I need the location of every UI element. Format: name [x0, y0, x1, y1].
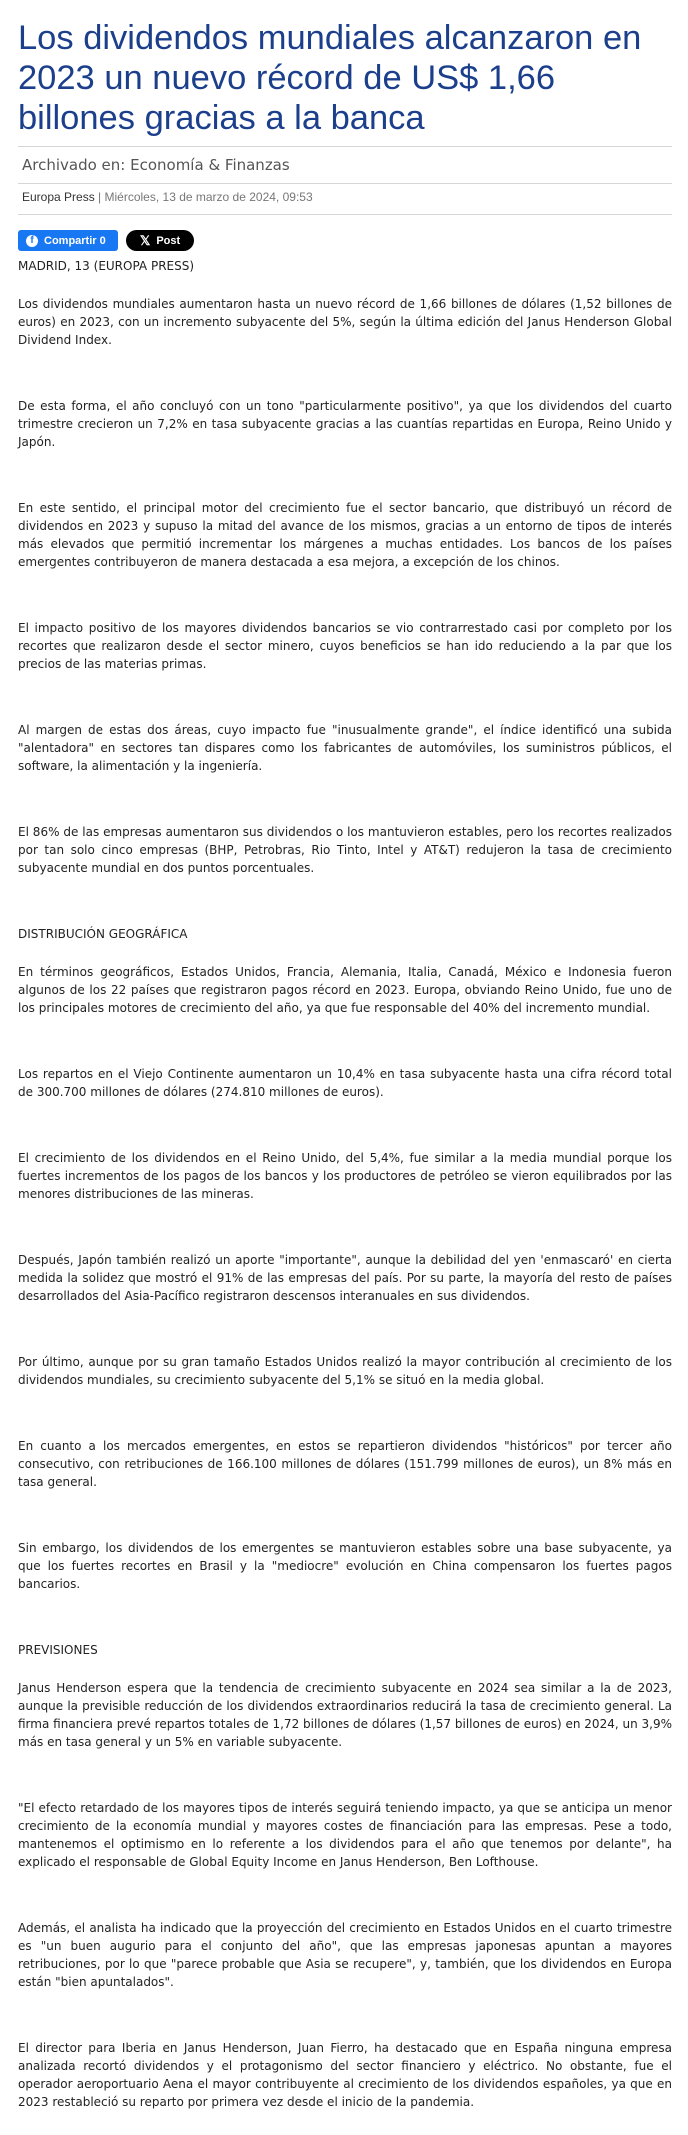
x-post-button[interactable]: [126, 230, 194, 251]
paragraph: Sin embargo, los dividendos de los emergentes se mantuvieron estables sobre una base subyacente, ya que los fuertes recortes en Brasil y la "mediocre" evolución en China compensaron los fuertes pagos bancarios.: [18, 1541, 672, 1591]
paragraph: Por último, aunque por su gran tamaño Estados Unidos realizó la mayor contribución al crecimiento de los dividendos mundiales, su crecimiento subyacente del 5,1% se situó en la media global.: [18, 1355, 672, 1387]
paragraph: "El efecto retardado de los mayores tipos de interés seguirá teniendo impacto, ya que se anticipa un menor crecimiento de la economía mundial y mayores costes de financiación para las empresas. Pese a todo, mantenemos el optimismo en lo referente a los dividendos para el año que tenemos por delante", ha explicado el responsable de Global Equity Income en Janus Henderson, Ben Lofthouse.: [18, 1801, 672, 1869]
byline-date: Miércoles, 13 de marzo de 2024, 09:53: [104, 190, 313, 204]
x-icon: 𝕏: [139, 232, 151, 248]
divider: [18, 214, 672, 215]
dateline: MADRID, 13 (EUROPA PRESS): [18, 259, 195, 273]
facebook-share-label: Compartir 0: [44, 234, 106, 247]
paragraph: El 86% de las empresas aumentaron sus dividendos o los mantuvieron estables, pero los recortes realizados por tan solo cinco empresas (BHP, Petrobras, Rio Tinto, Intel y AT&T) redujeron la tasa de crecimiento subyacente mundial en dos puntos porcentuales.: [18, 825, 672, 875]
section-heading-geo: DISTRIBUCIÓN GEOGRÁFICA: [18, 927, 188, 941]
paragraph: Janus Henderson espera que la tendencia de crecimiento subyacente en 2024 sea similar a la de 2023, aunque la previsible reducción de los dividendos extraordinarios reducirá la tasa de crecimiento general. La firma financiera prevé repartos totales de 1,72 billones de dólares (1,57 billones de euros) en 2024, un 3,9% más en tasa general y un 5% en variable subyacente.: [18, 1681, 672, 1749]
section-label[interactable]: Archivado en: Economía & Finanzas: [22, 156, 290, 174]
paragraph: Los repartos en el Viejo Continente aumentaron un 10,4% en tasa subyacente hasta una cifra récord total de 300.700 millones de dólares (274.810 millones de euros).: [18, 1067, 672, 1099]
paragraph: El impacto positivo de los mayores dividendos bancarios se vio contrarrestado casi por completo por los recortes que realizaron desde el sector minero, cuyos beneficios se han ido reduciendo a la par que los precios de las materias primas.: [18, 621, 672, 671]
paragraph: Al margen de estas dos áreas, cuyo impacto fue "inusualmente grande", el índice identificó una subida "alentadora" en sectores tan dispares como los fabricantes de automóviles, los suministros públicos, el software, la alimentación y la ingeniería.: [18, 723, 672, 773]
x-post-label: Post: [156, 234, 181, 247]
paragraph: El director para Iberia en Janus Henderson, Juan Fierro, ha destacado que en España ninguna empresa analizada recortó dividendos y el protagonismo del sector financiero y eléctrico. No obstante, fue el operador aeroportuario Aena el mayor contribuyente al crecimiento de los dividendos españoles, ya que en 2023 restableció su reparto por primera vez desde el inicio de la pandemia.: [18, 2041, 672, 2109]
facebook-icon: f: [26, 235, 38, 247]
section-bar: [18, 146, 672, 184]
paragraph: En términos geográficos, Estados Unidos, Francia, Alemania, Italia, Canadá, México e Indonesia fueron algunos de los 22 países que registraron pagos récord en 2023. Europa, obviando Reino Unido, fue uno de los principales motores de crecimiento del año, ya que fue responsable del 40% del incremento mundial.: [18, 965, 672, 1015]
byline: [22, 190, 313, 204]
facebook-share-button[interactable]: [18, 230, 118, 251]
paragraph: En cuanto a los mercados emergentes, en estos se repartieron dividendos "históricos" por tercer año consecutivo, con retribuciones de 166.100 millones de dólares (151.799 millones de euros), un 8% más en tasa general.: [18, 1439, 672, 1489]
byline-source: Europa Press: [22, 190, 95, 204]
paragraph: Los dividendos mundiales aumentaron hasta un nuevo récord de 1,66 billones de dólares (1,52 billones de euros) en 2023, con un incremento subyacente del 5%, según la última edición del Janus Henderson Global Dividend Index.: [18, 297, 672, 347]
article-body: [18, 257, 672, 2135]
article-title: Los dividendos mundiales alcanzaron en 2023 un nuevo récord de US$ 1,66 billones gracias a la banca: [18, 19, 642, 137]
paragraph: Después, Japón también realizó un aporte "importante", aunque la debilidad del yen 'enmascaró' en cierta medida la solidez que mostró el 91% de las empresas del país. Por su parte, la mayoría del resto de países desarrollados del Asia-Pacífico registraron descensos interanuales en sus dividendos.: [18, 1253, 672, 1303]
paragraph: Además, el analista ha indicado que la proyección del crecimiento en Estados Unidos en el cuarto trimestre es "un buen augurio para el conjunto del año", que las empresas japonesas apuntan a mayores retribuciones, por lo que "parece probable que Asia se recupere", y, también, que los dividendos en Europa están "bien apuntalados".: [18, 1921, 672, 1989]
paragraph: De esta forma, el año concluyó con un tono "particularmente positivo", ya que los dividendos del cuarto trimestre crecieron un 7,2% en tasa subyacente gracias a las cuantías repartidas en Europa, Reino Unido y Japón.: [18, 399, 672, 449]
section-heading-previsiones: PREVISIONES: [18, 1643, 98, 1657]
paragraph: El crecimiento de los dividendos en el Reino Unido, del 5,4%, fue similar a la media mundial porque los fuertes incrementos de los pagos de los bancos y los productores de petróleo se vieron equilibrados por las menores distribuciones de las mineras.: [18, 1151, 672, 1201]
paragraph: En este sentido, el principal motor del crecimiento fue el sector bancario, que distribuyó un récord de dividendos en 2023 y supuso la mitad del avance de los mismos, gracias a un entorno de tipos de interés más elevados que permitió incrementar los márgenes a muchas entidades. Los bancos de los países emergentes contribuyeron de manera destacada a esa mejora, a excepción de los chinos.: [18, 501, 672, 569]
byline-separator: |: [94, 190, 105, 204]
